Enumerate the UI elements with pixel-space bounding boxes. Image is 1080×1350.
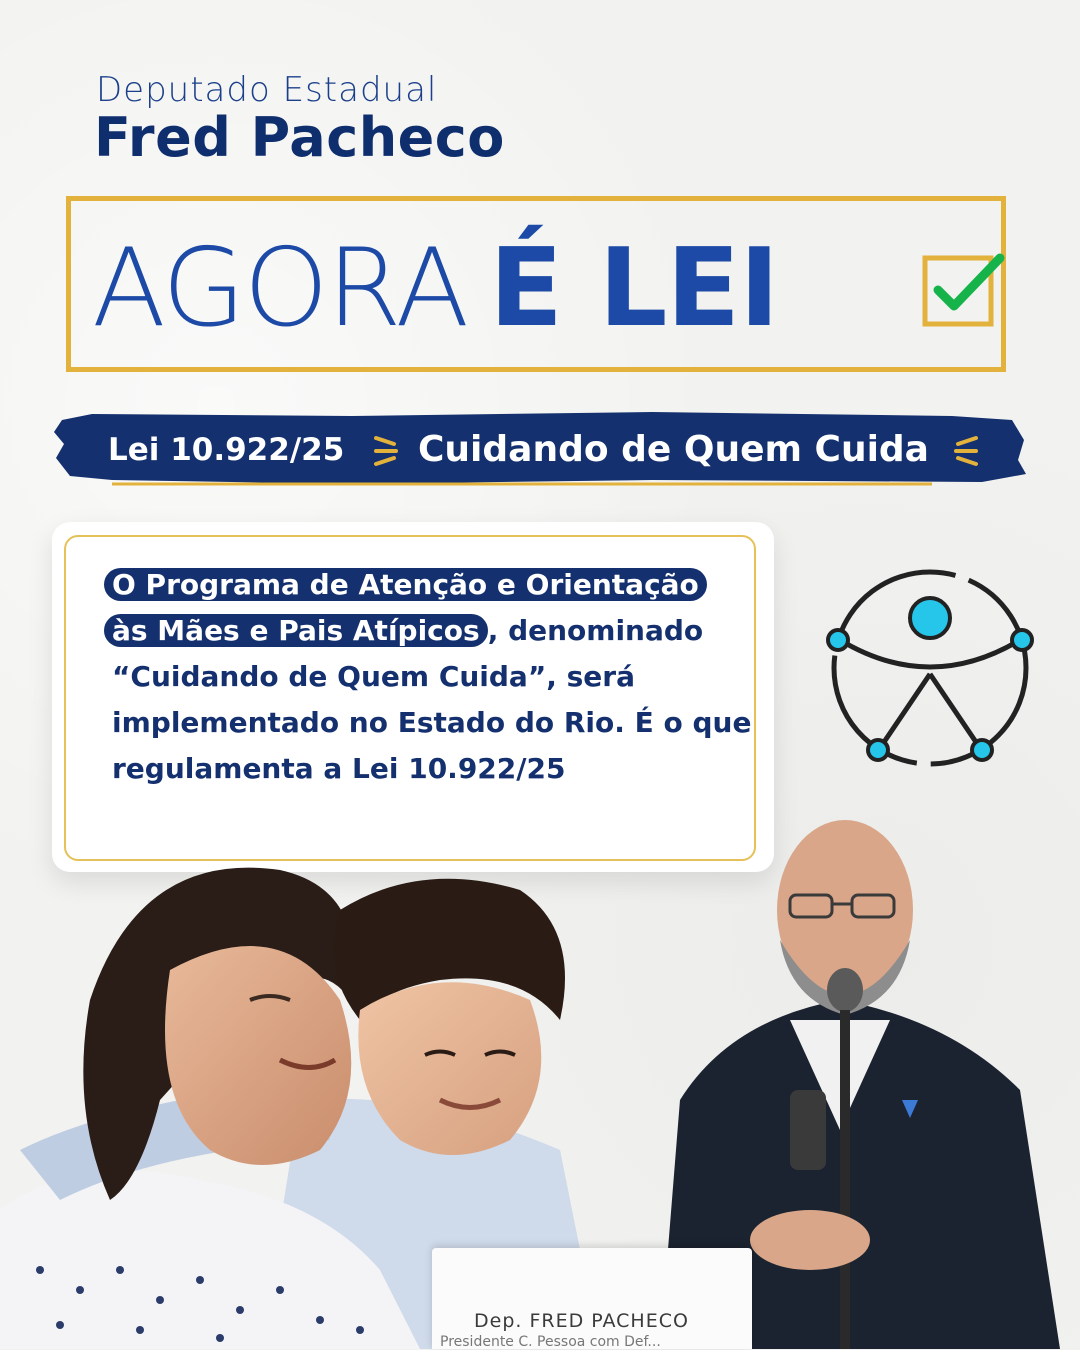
spark-right-icon: [944, 430, 980, 472]
spark-left-icon: [372, 430, 408, 472]
nameplate-subtitle: Presidente C. Pessoa com Def...: [440, 1334, 661, 1350]
header-subtitle: Deputado Estadual: [96, 70, 438, 110]
highlight-line-1: O Programa de Atenção e Orientação: [104, 568, 707, 601]
headline-bold: É LEI: [489, 225, 779, 351]
banner-program-name: Cuidando de Quem Cuida: [418, 429, 929, 470]
headline-light: AGORA: [92, 225, 468, 351]
header-name: Fred Pacheco: [94, 106, 505, 169]
info-card-text: [112, 562, 752, 792]
card-body: , denominado “Cuidando de Quem Cuida”, será implementado no Estado do Rio. É o que regulamenta a Lei 10.922/25: [112, 614, 752, 785]
checkbox-check-icon: [922, 250, 1006, 328]
banner-law-number: Lei 10.922/25: [108, 432, 345, 468]
headline: [92, 225, 779, 351]
nameplate-title: Dep. FRED PACHECO: [474, 1310, 689, 1332]
highlight-line-2: às Mães e Pais Atípicos: [104, 614, 488, 647]
universal-access-icon: [818, 564, 1042, 770]
